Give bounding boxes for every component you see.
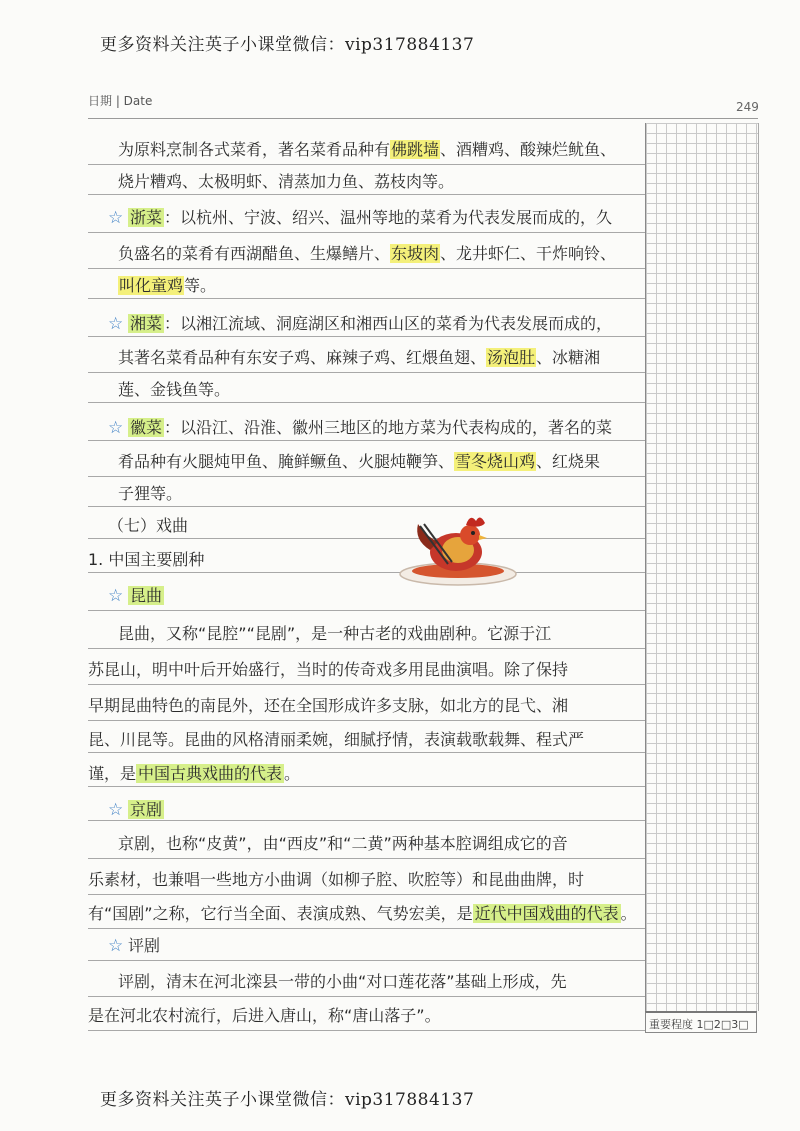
highlight: 汤泡肚 — [487, 348, 536, 367]
text-line — [88, 584, 663, 608]
watermark-bottom: 更多资料关注英子小课堂微信：vip317884137 — [100, 1090, 475, 1110]
text-line: 苏昆山，明中叶后开始盛行，当时的传奇戏多用昆曲演唱。除了保持 — [88, 660, 569, 679]
ruled-line — [88, 960, 645, 961]
text-line: 评剧，清末在河北滦县一带的小曲“对口莲花落”基础上形成，先 — [118, 972, 567, 991]
ruled-line — [88, 538, 645, 539]
ruled-line — [88, 476, 645, 477]
text-line: ☆ 湘菜 ：以湘江流域、洞庭湖区和湘西山区的菜肴为代表发展而成的， — [108, 314, 613, 334]
text-line: 负盛名的菜肴有西湖醋鱼、生爆鳝片、东坡肉、龙井虾仁、干炸响铃、 — [118, 244, 617, 263]
ruled-line — [88, 298, 645, 299]
ruled-line — [88, 232, 645, 233]
star-icon: ☆ — [108, 800, 124, 820]
text-line: 乐素材，也兼唱一些地方小曲调（如柳子腔、吹腔等）和昆曲曲牌，时 — [88, 870, 585, 889]
ruled-line — [88, 506, 645, 507]
star-icon: ☆ — [108, 936, 124, 956]
text-line: 有“国剧”之称，它行当全面、表演成熟、气势宏美，是 近代中国戏曲的代表 。 — [88, 904, 637, 923]
text-line: 是在河北农村流行，后进入唐山，称“唐山落子”。 — [88, 1006, 441, 1025]
rooster-dish-illustration — [398, 508, 518, 588]
ruled-line — [88, 336, 645, 337]
text-line: 为原料烹制各式菜肴，著名菜肴品种有佛跳墙、酒糟鸡、酸辣烂鱿鱼、 — [118, 140, 617, 159]
subsection-heading: 1. 中国主要剧种 — [88, 550, 205, 569]
text-line: 谨，是 中国古典戏曲的代表 。 — [88, 764, 301, 783]
heading-huicai: 徽菜 — [130, 418, 163, 437]
text-line: ☆ 浙菜 ：以杭州、宁波、绍兴、温州等地的菜肴为代表发展而成的，久 — [108, 208, 613, 228]
date-label: 日期 | Date — [88, 94, 153, 108]
text-line — [88, 934, 663, 958]
highlight: 雪冬烧山鸡 — [455, 452, 536, 471]
ruled-line — [88, 648, 645, 649]
star-icon: ☆ — [108, 208, 124, 228]
text-line: 早期昆曲特色的南昆外，还在全国形成许多支脉，如北方的昆弋、湘 — [88, 696, 569, 715]
header-rule — [88, 118, 758, 119]
ruled-line — [88, 164, 645, 165]
heading-jingju: 京剧 — [130, 800, 163, 819]
ruled-line — [88, 372, 645, 373]
ruled-line — [88, 894, 645, 895]
heading-zhecai: 浙菜 — [130, 208, 163, 227]
highlight: 佛跳墙 — [391, 140, 440, 159]
star-icon: ☆ — [108, 418, 124, 438]
ruled-line — [88, 996, 645, 997]
star-icon: ☆ — [108, 586, 124, 606]
heading-pingju: 评剧 — [128, 936, 161, 955]
ruled-line — [88, 1030, 645, 1031]
highlight: 叫化童鸡 — [119, 276, 184, 295]
text-line: ☆ 徽菜 ：以沿江、沿淮、徽州三地区的地方菜为代表构成的，著名的菜 — [108, 418, 613, 438]
highlight: 中国古典戏曲的代表 — [138, 764, 283, 783]
text-line: 昆、川昆等。昆曲的风格清丽柔婉，细腻抒情，表演载歌载舞、程式严 — [88, 730, 585, 749]
ruled-line — [88, 440, 645, 441]
star-icon: ☆ — [108, 314, 124, 334]
text-line: 烧片糟鸡、太极明虾、清蒸加力鱼、荔枝肉等。 — [118, 172, 455, 191]
text-line: 昆曲，又称“昆腔”“昆剧”，是一种古老的戏曲剧种。它源于江 — [118, 624, 552, 643]
ruled-line — [88, 928, 645, 929]
ruled-line — [88, 194, 645, 195]
ruled-line — [88, 402, 645, 403]
ruled-line — [88, 268, 645, 269]
importance-rating: 重要程度 1□2□3□ — [645, 1011, 757, 1033]
ruled-line — [88, 752, 645, 753]
highlight: 东坡肉 — [391, 244, 440, 263]
ruled-line — [88, 572, 645, 573]
text-line: 莲、金钱鱼等。 — [118, 380, 231, 399]
ruled-line — [88, 858, 645, 859]
page-number: 249 — [736, 100, 759, 114]
watermark-top: 更多资料关注英子小课堂微信：vip317884137 — [100, 35, 475, 55]
text-line: 子狸等。 — [118, 484, 183, 503]
text-line: 叫化童鸡等。 — [119, 276, 217, 295]
text-line — [88, 798, 663, 822]
text-line: 其著名菜肴品种有东安子鸡、麻辣子鸡、红煨鱼翅、汤泡肚、冰糖湘 — [118, 348, 601, 367]
ruled-line — [88, 720, 645, 721]
ruled-line — [88, 786, 645, 787]
text-line: 京剧，也称“皮黄”，由“西皮”和“二黄”两种基本腔调组成它的音 — [118, 834, 568, 853]
ruled-line — [88, 610, 645, 611]
ruled-line — [88, 684, 645, 685]
section-heading: （七）戏曲 — [108, 516, 189, 535]
highlight: 近代中国戏曲的代表 — [474, 904, 619, 923]
text-line: 肴品种有火腿炖甲鱼、腌鲜鳜鱼、火腿炖鞭笋、雪冬烧山鸡、红烧果 — [118, 452, 601, 471]
heading-xiangcai: 湘菜 — [130, 314, 163, 333]
heading-kunqu: 昆曲 — [130, 586, 163, 605]
